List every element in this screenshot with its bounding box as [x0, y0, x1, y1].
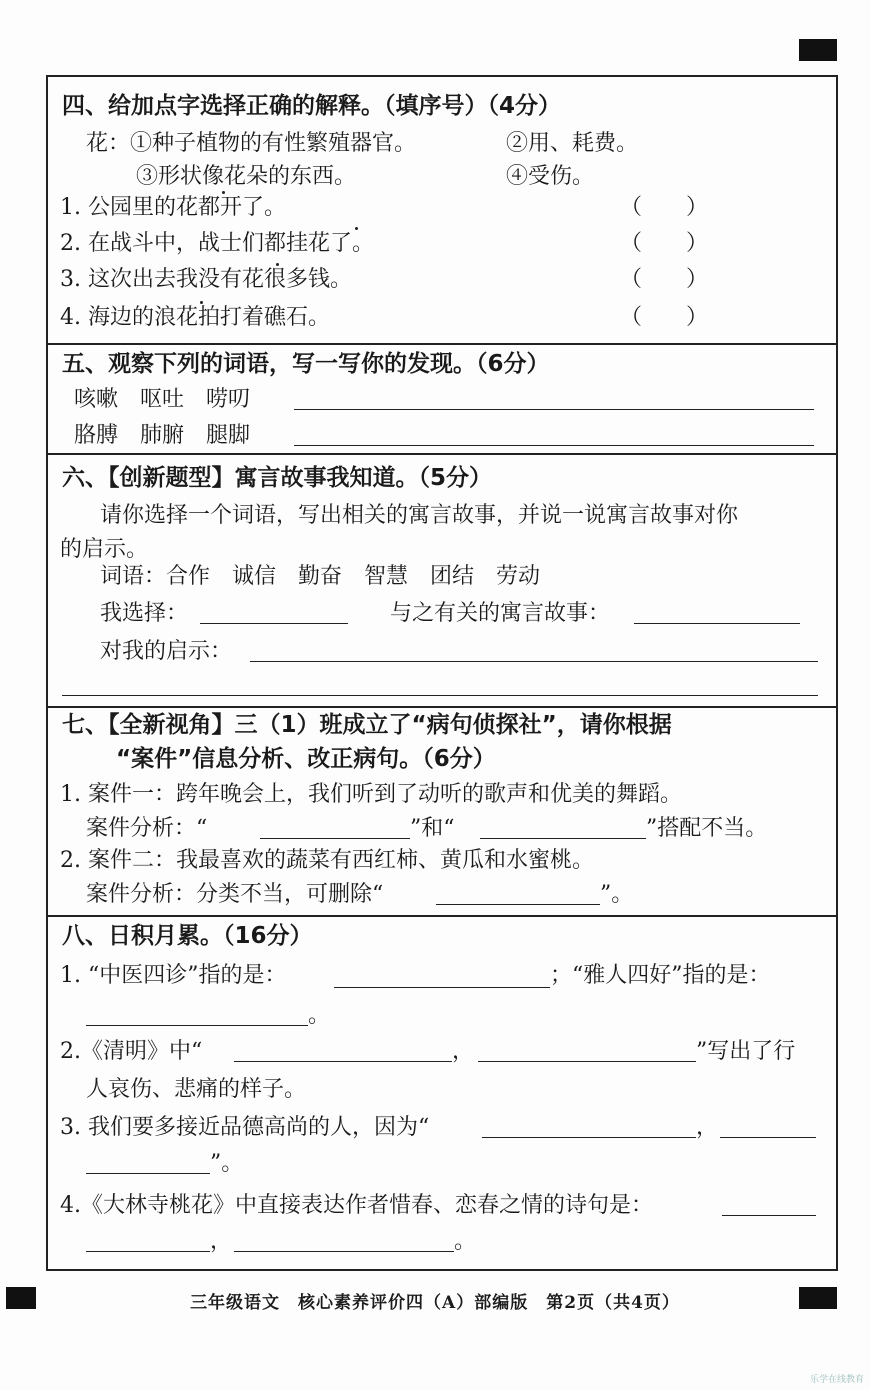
enlightenment-label: 对我的启示：: [100, 639, 233, 664]
q4-end: 。: [454, 1229, 477, 1254]
answer-line[interactable]: [294, 445, 814, 446]
emphasis-dot: [222, 191, 225, 194]
section-6-title: 六、【创新题型】寓言故事我知道。（5分）: [62, 465, 493, 491]
section-8: [48, 917, 836, 1271]
q1-prompt: 1. “中医四诊”指的是：: [60, 963, 287, 988]
emphasis-dot: [276, 263, 279, 266]
section-7-title-cont: “案件”信息分析、改正病句。（6分）: [116, 746, 496, 772]
section-4: [48, 77, 836, 345]
definition-4: ④受伤。: [506, 164, 595, 189]
definition-3: ③形状像花朵的东西。: [136, 164, 357, 189]
exam-frame: [46, 75, 838, 1271]
case-1-analysis-and: ”和“: [410, 816, 455, 841]
q3-comma: ，: [696, 1115, 719, 1140]
q2-end: ”写出了行: [696, 1039, 796, 1064]
answer-line[interactable]: [294, 409, 814, 410]
case-1-blank-1[interactable]: [260, 838, 410, 839]
q2-prompt: 2.《清明》中“: [60, 1039, 203, 1064]
answer-paren[interactable]: （ ）: [620, 267, 709, 292]
section-6: [48, 455, 836, 708]
case-2-analysis-label: 案件分析：分类不当，可删除“: [86, 882, 384, 907]
question-item: 3. 这次出去我没有花很多钱。: [60, 267, 352, 292]
section-7: [48, 708, 836, 917]
q3-prompt: 3. 我们要多接近品德高尚的人，因为“: [60, 1115, 430, 1140]
q4-blank-2[interactable]: [234, 1251, 454, 1252]
word-group-1: 咳嗽 呕吐 唠叨: [74, 387, 251, 412]
definition-1: 花：①种子植物的有性繁殖器官。: [86, 131, 417, 156]
watermark: 乐学在线教育: [809, 1375, 864, 1385]
q1-prompt-2: ；“雅人四好”指的是：: [550, 963, 771, 988]
section-6-intro-cont: 的启示。: [60, 537, 149, 562]
answer-paren[interactable]: （ ）: [620, 195, 709, 220]
word-group-2: 胳膊 肺腑 腿脚: [74, 423, 251, 448]
page-footer: 三年级语文 核心素养评价四（A）部编版 第2页（共4页）: [190, 1293, 680, 1313]
q1-blank-2[interactable]: [86, 1025, 308, 1026]
q1-end: 。: [308, 1003, 331, 1028]
emphasis-dot: [200, 301, 203, 304]
story-line[interactable]: [634, 623, 800, 624]
section-4-title: 四、给加点字选择正确的解释。（填序号）（4分）: [62, 93, 562, 119]
q3-blank-2[interactable]: [86, 1173, 210, 1174]
q2-cont: 人哀伤、悲痛的样子。: [86, 1077, 307, 1102]
emphasis-dot: [355, 227, 358, 230]
q2-comma: ，: [452, 1039, 475, 1064]
question-item: 1. 公园里的花都开了。: [60, 195, 286, 220]
answer-paren[interactable]: （ ）: [620, 305, 709, 330]
enlightenment-line[interactable]: [250, 661, 818, 662]
case-2: 2. 案件二：我最喜欢的蔬菜有西红柿、黄瓜和水蜜桃。: [60, 848, 594, 873]
case-1: 1. 案件一：跨年晚会上，我们听到了动听的歌声和优美的舞蹈。: [60, 782, 682, 807]
q4-blank-1b[interactable]: [86, 1251, 210, 1252]
section-5-title: 五、观察下列的词语，写一写你的发现。（6分）: [62, 351, 550, 377]
word-list: 词语：合作 诚信 勤奋 智慧 团结 劳动: [100, 564, 541, 589]
q4-comma: ，: [210, 1229, 233, 1254]
q3-end: ”。: [210, 1151, 244, 1176]
q4-prompt: 4.《大林寺桃花》中直接表达作者惜春、恋春之情的诗句是：: [60, 1193, 653, 1218]
question-item: 2. 在战斗中，战士们都挂花了。: [60, 231, 374, 256]
case-2-blank[interactable]: [436, 904, 600, 905]
case-1-analysis-label: 案件分析：“: [86, 816, 208, 841]
section-8-title: 八、日积月累。（16分）: [62, 923, 313, 949]
choose-label: 我选择：: [100, 601, 189, 626]
case-1-blank-2[interactable]: [480, 838, 646, 839]
section-6-intro: 请你选择一个词语，写出相关的寓言故事，并说一说寓言故事对你: [100, 503, 739, 528]
definition-2: ②用、耗费。: [506, 131, 639, 156]
question-item: 4. 海边的浪花拍打着礁石。: [60, 305, 330, 330]
answer-paren[interactable]: （ ）: [620, 231, 709, 256]
q3-blank-1b[interactable]: [720, 1137, 816, 1138]
q3-blank-1[interactable]: [482, 1137, 696, 1138]
registration-mark-top-right: [799, 39, 837, 61]
enlightenment-line-2[interactable]: [62, 695, 818, 696]
q2-blank-2[interactable]: [478, 1061, 696, 1062]
case-1-analysis-end: ”搭配不当。: [646, 816, 768, 841]
case-2-analysis-end: ”。: [600, 882, 634, 907]
section-5: [48, 345, 836, 455]
choose-line[interactable]: [200, 623, 348, 624]
q4-blank-1a[interactable]: [722, 1215, 816, 1216]
story-label: 与之有关的寓言故事：: [390, 601, 611, 626]
q2-blank-1[interactable]: [234, 1061, 452, 1062]
section-7-title: 七、【全新视角】三（1）班成立了“病句侦探社”，请你根据: [62, 712, 672, 738]
q1-blank-1[interactable]: [334, 987, 550, 988]
